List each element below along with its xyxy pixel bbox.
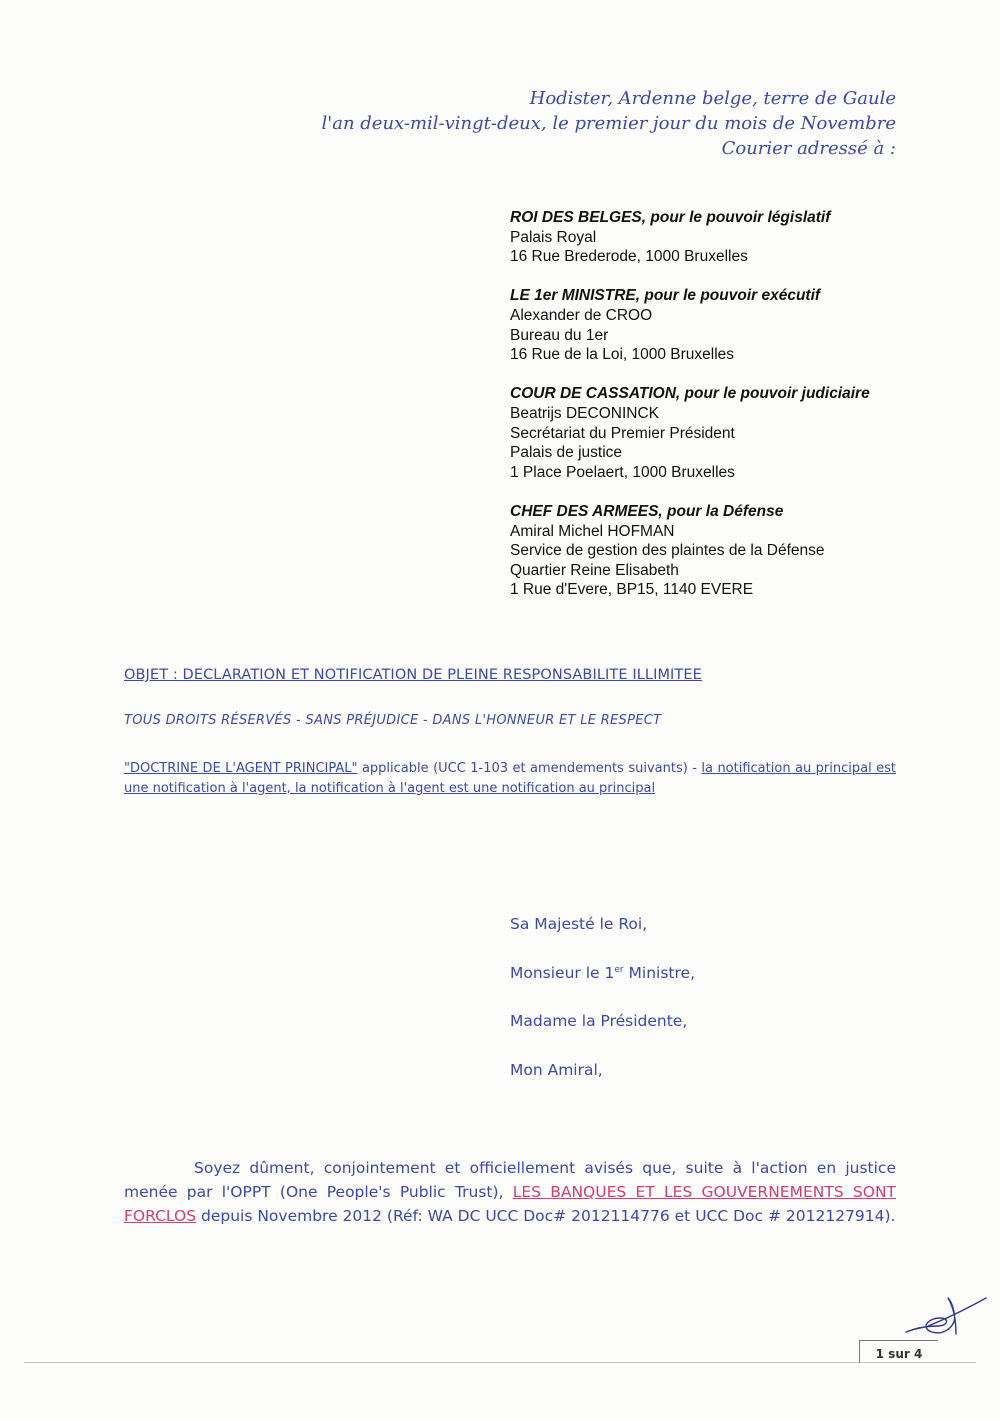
- recipient-line: 16 Rue de la Loi, 1000 Bruxelles: [510, 346, 735, 364]
- recipient-line: Service de gestion des plaintes de la Défense: [510, 542, 825, 560]
- recipient-line: Amiral Michel HOFMAN: [510, 522, 675, 540]
- salutation-minister-prefix: Monsieur le 1: [510, 963, 615, 982]
- recipient-block: [510, 286, 870, 364]
- recipients-list: [510, 208, 870, 619]
- recipient-title: ROI DES BELGES, pour le pouvoir législatif: [510, 209, 831, 226]
- recipient-block: [510, 502, 870, 600]
- body-part-2: depuis Novembre 2012 (Réf: WA DC UCC Doc# 2012114776 et UCC Doc # 2012127914).: [196, 1207, 896, 1225]
- recipient-line: Bureau du 1er: [510, 326, 609, 344]
- recipient-line: 1 Rue d'Evere, BP15, 1140 EVERE: [510, 581, 754, 599]
- doctrine-notice: la notification au principal est une notification à l'agent, la notification à l'agent est une notification au principal: [124, 761, 897, 796]
- salutation-king: Sa Majesté le Roi,: [510, 915, 648, 933]
- body-highlight: LES BANQUES ET LES GOUVERNEMENTS SONT FORCLOS: [124, 1183, 897, 1225]
- salutation-minister-sup: er: [614, 964, 624, 975]
- recipient-block: [510, 384, 870, 482]
- doctrine-reference: applicable (UCC 1-103 et amendements suivants) -: [357, 761, 702, 776]
- page-number: 1 sur 4: [859, 1340, 938, 1363]
- doctrine-paragraph: [124, 759, 896, 799]
- recipient-line: Secrétariat du Premier Président: [510, 424, 735, 442]
- salutation-minister: [510, 964, 695, 1013]
- letter-header: [322, 86, 896, 161]
- footer-divider: [24, 1362, 976, 1363]
- body-paragraph: [124, 1156, 896, 1228]
- salutation-president: Madame la Présidente,: [510, 1012, 688, 1030]
- body-part-1: Soyez dûment, conjointement et officiellement avisés que, suite à l'action en justice menée par l'OPPT (One People's Public Trust),: [124, 1159, 896, 1201]
- subject-line: OBJET : DECLARATION ET NOTIFICATION DE PLEINE RESPONSABILITE ILLIMITEE: [124, 667, 702, 683]
- recipient-title: CHEF DES ARMEES, pour la Défense: [510, 502, 784, 520]
- date-line: l'an deux-mil-vingt-deux, le premier jour du mois de Novembre: [321, 113, 896, 134]
- doctrine-title: "DOCTRINE DE L'AGENT PRINCIPAL": [124, 761, 358, 776]
- recipient-line: 16 Rue Brederode, 1000 Bruxelles: [510, 248, 748, 266]
- signature-icon: [898, 1288, 988, 1348]
- recipient-title: LE 1er MINISTRE, pour le pouvoir exécutif: [510, 287, 821, 305]
- recipient-block: [510, 208, 870, 267]
- salutation-minister-suffix: Ministre,: [623, 963, 695, 982]
- rights-reserved-line: TOUS DROITS RÉSERVÉS - SANS PRÉJUDICE - DANS L'HONNEUR ET LE RESPECT: [124, 713, 662, 728]
- recipient-line: Palais de justice: [510, 444, 623, 462]
- salutations: [510, 915, 695, 1109]
- recipient-line: Quartier Reine Elisabeth: [510, 561, 679, 579]
- salutation-admiral: Mon Amiral,: [510, 1060, 603, 1079]
- recipient-title: COUR DE CASSATION, pour le pouvoir judiciaire: [510, 385, 870, 403]
- recipient-line: Palais Royal: [510, 228, 597, 246]
- recipient-line: 1 Place Poelaert, 1000 Bruxelles: [510, 463, 735, 481]
- place-line: Hodister, Ardenne belge, terre de Gaule: [529, 88, 896, 109]
- recipient-line: Alexander de CROO: [510, 306, 653, 324]
- recipient-line: Beatrijs DECONINCK: [510, 404, 659, 422]
- addressed-to-line: Courier adressé à :: [721, 138, 896, 159]
